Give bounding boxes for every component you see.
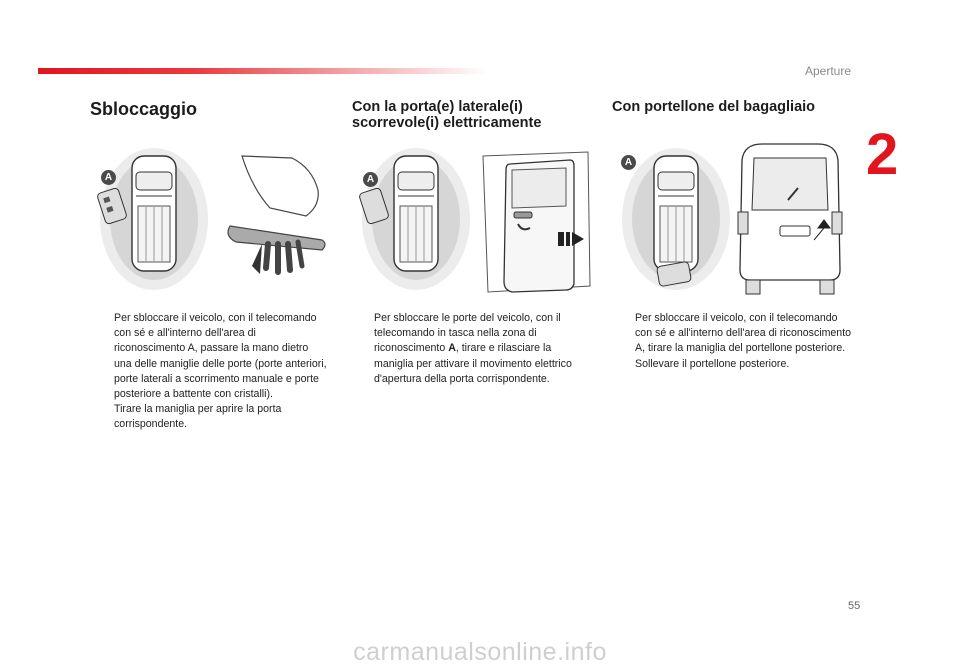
bullet-item <box>92 311 328 402</box>
column-1-text <box>92 311 328 433</box>
bullet-text-part: Per sbloccare le porte del veicolo, con il telecomando in tasca nella zona di riconoscimento <box>374 312 561 355</box>
watermark: carmanualsonline.info <box>353 638 607 666</box>
title-porta-laterale <box>352 99 541 131</box>
bullet-item <box>613 357 853 372</box>
title-portellone: Con portellone del bagagliaio <box>612 99 816 115</box>
bullet-text-part: , tirare e rilasciare la maniglia per attivare il movimento elettrico d'apertura della porta corrispondente. <box>374 342 572 385</box>
page-number: 55 <box>848 600 861 612</box>
column-2-text <box>352 311 592 387</box>
chapter-number: 2 <box>866 122 899 187</box>
title-sbloccaggio: Sbloccaggio <box>90 99 198 119</box>
bullet-text-bold-a: A <box>448 342 456 355</box>
title-line-1: Con la porta(e) laterale(i) <box>352 99 523 115</box>
marker-a: A <box>363 172 378 187</box>
bullet-text: Sollevare il portellone posteriore. <box>635 357 790 370</box>
header-red-bar <box>38 68 488 74</box>
bullet-item <box>92 402 328 432</box>
marker-a-hidden <box>2 2 16 16</box>
bullet-text: Per sbloccare il veicolo, con il telecomando con sé e all'interno dell'area di riconoscimento A, passare la mano dietro una delle maniglie delle porte (porte anteriori, porte laterali a scorrimento manuale e porte posteriore a battente con cristalli). <box>114 312 327 401</box>
section-name: Aperture <box>804 64 852 78</box>
bullet-item <box>613 311 853 357</box>
marker-a: A <box>621 155 636 170</box>
van-detection-zone-illustration <box>96 146 208 292</box>
bullet-item <box>352 311 592 387</box>
van-detection-zone-illustration <box>358 146 470 292</box>
marker-a: A <box>101 170 116 185</box>
tailgate-illustration <box>732 140 848 298</box>
column-3-text <box>613 311 853 372</box>
van-detection-zone-illustration <box>618 146 730 292</box>
bullet-text: Tirare la maniglia per aprire la porta corrispondente. <box>114 403 282 431</box>
title-line-2: scorrevole(i) elettricamente <box>352 115 542 131</box>
hand-behind-handle-illustration <box>222 148 332 278</box>
bullet-text: Per sbloccare il veicolo, con il telecomando con sé e all'interno dell'area di riconoscimento A, tirare la maniglia del portellone posteriore. <box>635 312 852 355</box>
sliding-door-illustration <box>478 146 593 296</box>
